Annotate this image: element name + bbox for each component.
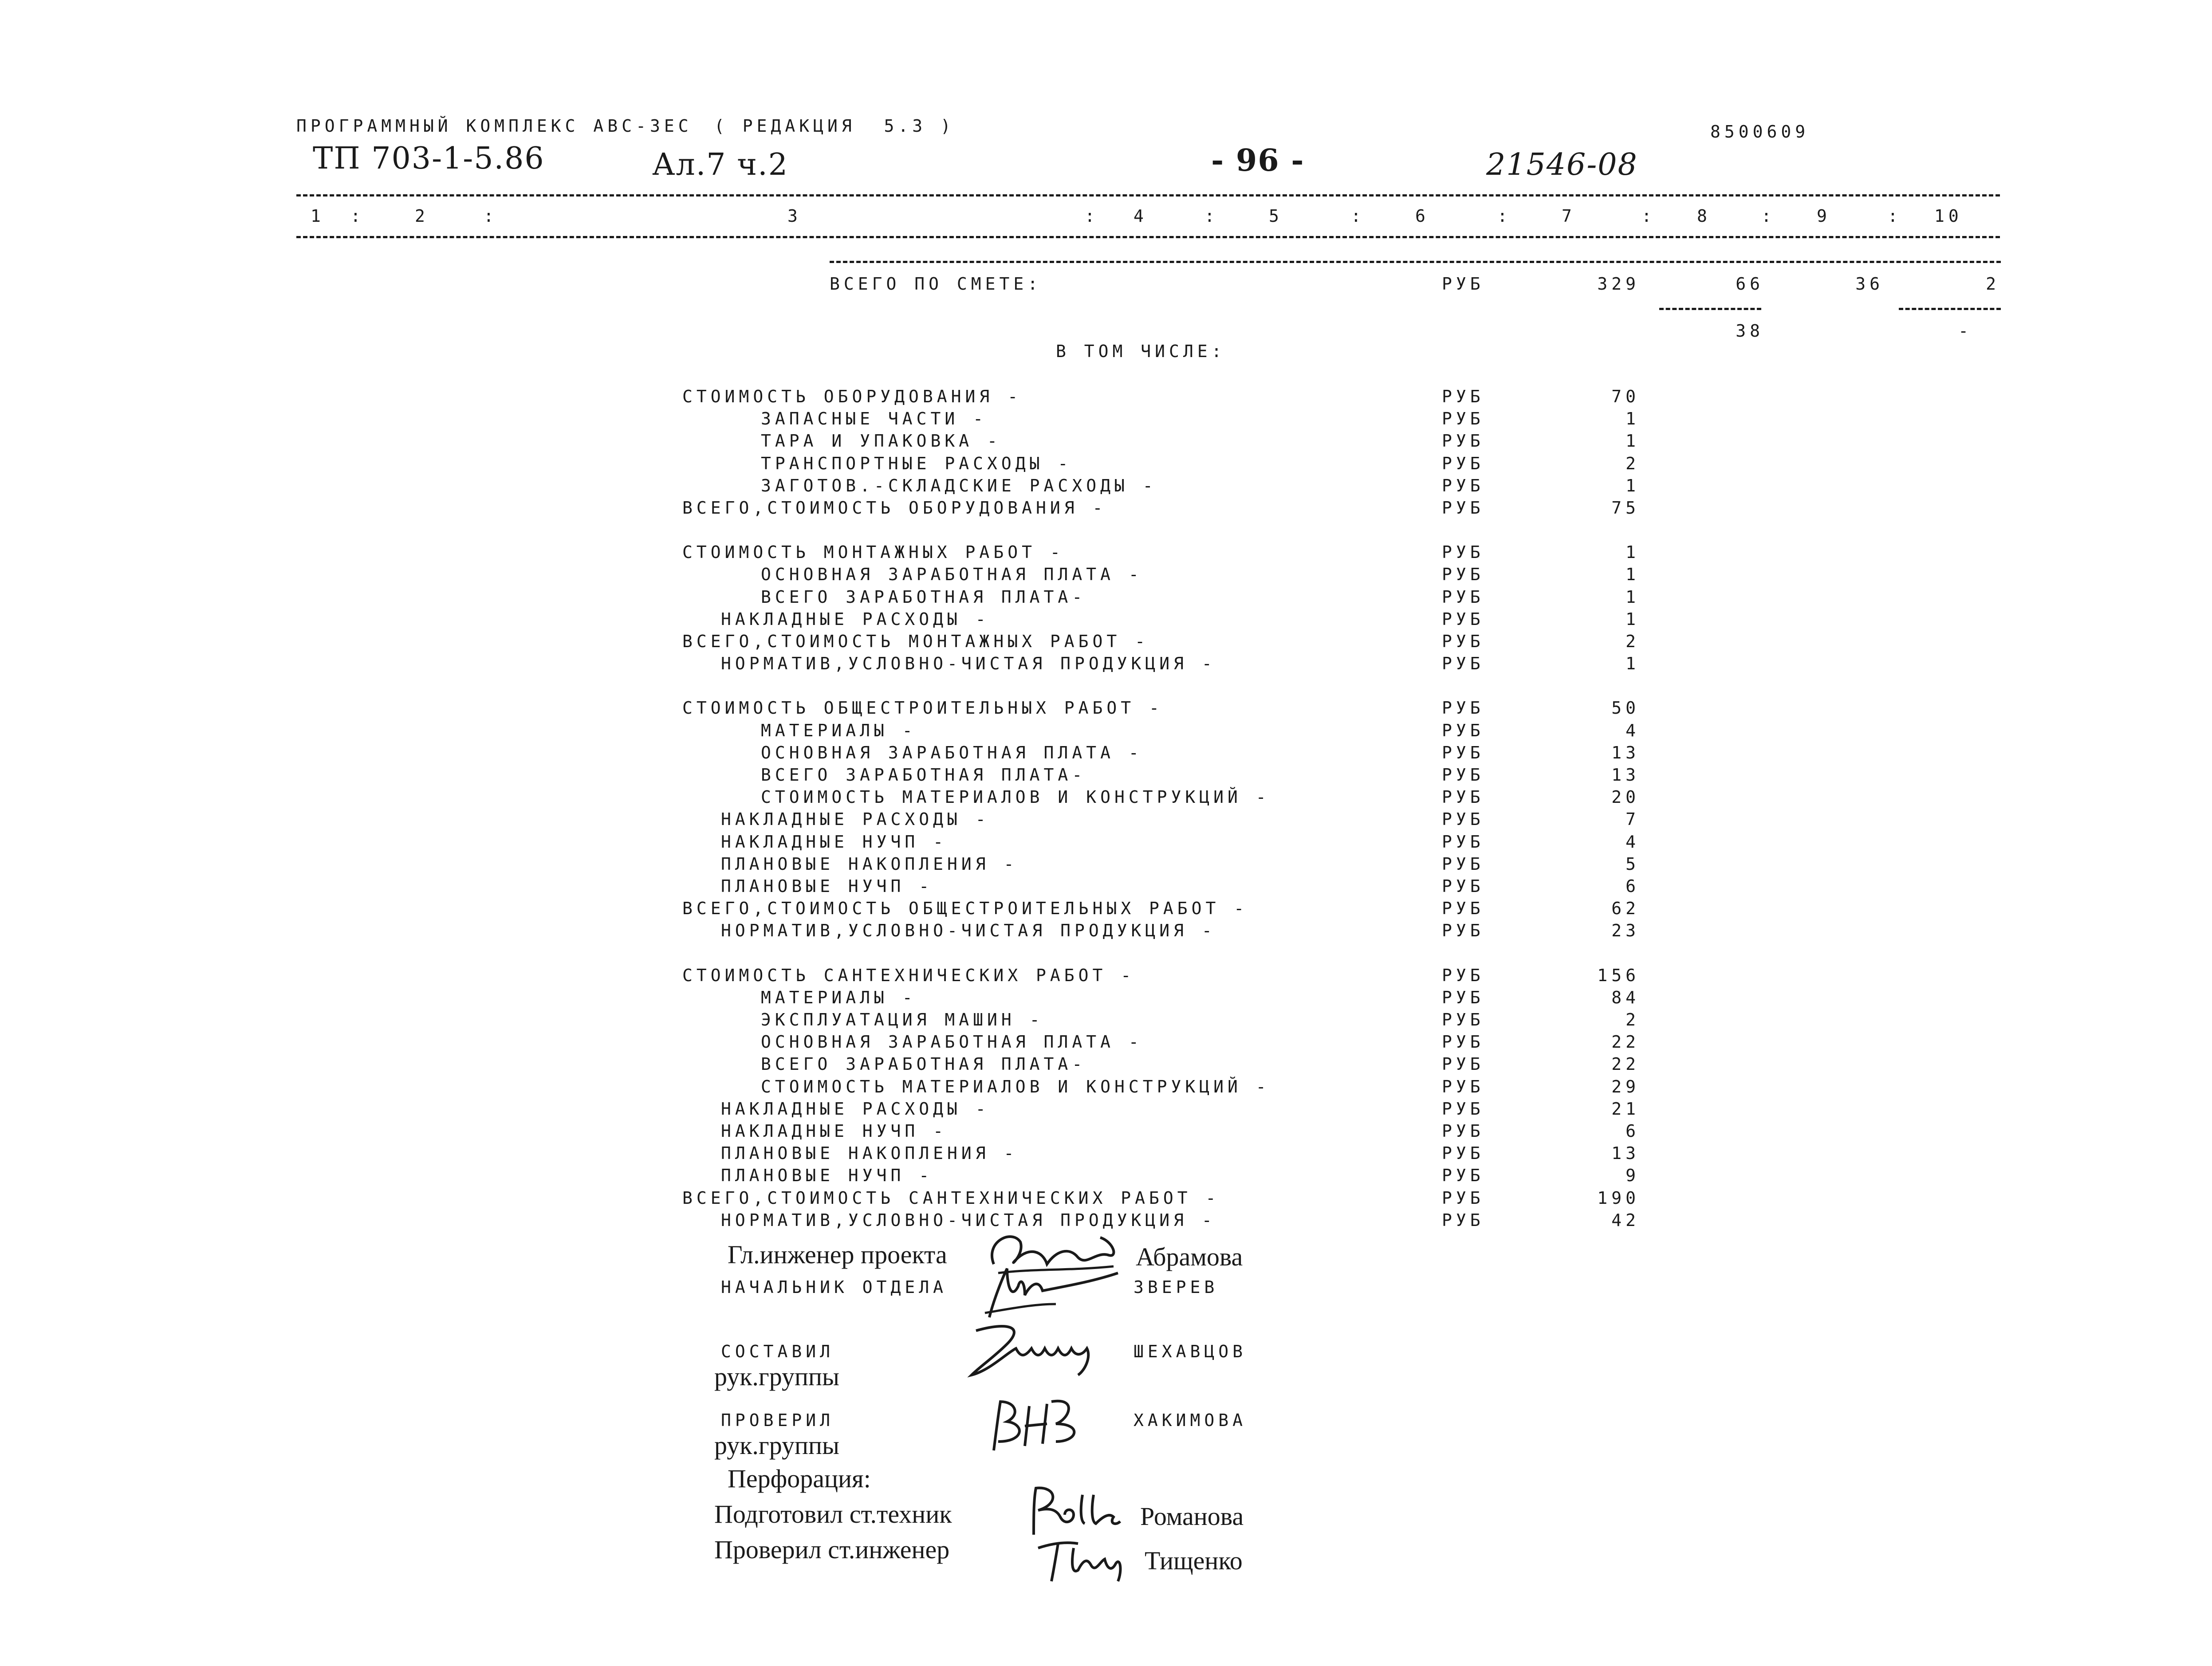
col-sep: : xyxy=(1641,206,1656,226)
checked-name: ХАКИМОВА xyxy=(1134,1411,1247,1430)
cost-row-label: МАТЕРИАЛЫ - xyxy=(761,720,917,740)
cost-row-label: СТОИМОСТЬ ОБЩЕСТРОИТЕЛЬНЫХ РАБОТ - xyxy=(682,698,1163,718)
cost-row-value: 1 xyxy=(1626,565,1640,585)
chief-engineer-name: Абрамова xyxy=(1136,1242,1243,1271)
cost-row-value: 84 xyxy=(1611,987,1640,1007)
cost-row-unit: РУБ xyxy=(1442,899,1484,919)
cost-row-value: 5 xyxy=(1626,854,1640,874)
cost-row xyxy=(0,409,2212,431)
cost-row-unit: РУБ xyxy=(1442,453,1484,473)
page-number: - 96 - xyxy=(1211,143,1305,178)
program-name: ПРОГРАММНЫЙ КОМПЛЕКС АВС-3ЕС xyxy=(296,116,693,136)
cost-row-value: 22 xyxy=(1611,1032,1640,1052)
cost-row xyxy=(0,498,2212,520)
cost-row xyxy=(0,921,2212,943)
cost-row-value: 23 xyxy=(1611,921,1640,941)
column-numbers-row xyxy=(0,206,2212,228)
cost-row-label: ОСНОВНАЯ ЗАРАБОТНАЯ ПЛАТА - xyxy=(761,565,1143,585)
cost-row-label: ПЛАНОВЫЕ НУЧП - xyxy=(721,876,933,896)
compiled-signature xyxy=(954,1317,1105,1384)
cost-row-unit: РУБ xyxy=(1442,832,1484,852)
cost-row-label: ОСНОВНАЯ ЗАРАБОТНАЯ ПЛАТА - xyxy=(761,743,1143,762)
cost-row-value: 22 xyxy=(1611,1054,1640,1074)
cost-row-unit: РУБ xyxy=(1442,1010,1484,1029)
chief-engineer-label: Гл.инженер проекта xyxy=(728,1240,947,1269)
header-divider-bottom xyxy=(296,236,2000,238)
totals-label: ВСЕГО ПО СМЕТЕ: xyxy=(830,274,1042,294)
cost-row-unit: РУБ xyxy=(1442,876,1484,896)
cost-row xyxy=(0,1188,2212,1210)
verified-signature xyxy=(1029,1530,1131,1588)
cost-row-unit: РУБ xyxy=(1442,854,1484,874)
cost-row-unit: РУБ xyxy=(1442,475,1484,495)
cost-row-label: ВСЕГО ЗАРАБОТНАЯ ПЛАТА- xyxy=(761,765,1086,785)
cost-row xyxy=(0,809,2212,832)
cost-row-unit: РУБ xyxy=(1442,787,1484,807)
compiled-role: рук.группы xyxy=(714,1362,839,1391)
cost-row xyxy=(0,899,2212,921)
checked-label: ПРОВЕРИЛ xyxy=(721,1411,834,1430)
cost-row xyxy=(0,1054,2212,1077)
col-8: 8 xyxy=(1697,206,1711,226)
cost-row-label: НОРМАТИВ,УСЛОВНО-ЧИСТАЯ ПРОДУКЦИЯ - xyxy=(721,921,1216,941)
col-3: 3 xyxy=(787,206,802,226)
cost-row-label: СТОИМОСТЬ МАТЕРИАЛОВ И КОНСТРУКЦИЙ - xyxy=(761,1077,1270,1096)
cost-row xyxy=(0,876,2212,899)
cost-row-value: 6 xyxy=(1626,876,1640,896)
cost-row-label: ТАРА И УПАКОВКА - xyxy=(761,431,1001,451)
cost-row-unit: РУБ xyxy=(1442,1166,1484,1186)
cost-row-unit: РУБ xyxy=(1442,542,1484,562)
totals-col10b: - xyxy=(1958,321,1972,341)
cost-row-unit: РУБ xyxy=(1442,498,1484,518)
cost-row-unit: РУБ xyxy=(1442,1054,1484,1074)
cost-row-unit: РУБ xyxy=(1442,743,1484,762)
cost-row-unit: РУБ xyxy=(1442,1143,1484,1163)
col-sep: : xyxy=(1497,206,1511,226)
cost-row-value: 29 xyxy=(1611,1077,1640,1096)
cost-row xyxy=(0,454,2212,476)
cost-row-value: 21 xyxy=(1611,1099,1640,1119)
cost-row xyxy=(0,1143,2212,1166)
col-6: 6 xyxy=(1415,206,1429,226)
cost-row-value: 20 xyxy=(1611,787,1640,807)
cost-row-value: 1 xyxy=(1626,409,1640,429)
cost-row xyxy=(0,743,2212,765)
cost-row xyxy=(0,698,2212,720)
cost-row xyxy=(0,1166,2212,1188)
cost-row-label: НАКЛАДНЫЕ РАСХОДЫ - xyxy=(721,609,990,629)
cost-row-value: 156 xyxy=(1597,965,1640,985)
cost-row xyxy=(0,1099,2212,1121)
col-sep: : xyxy=(484,206,498,226)
cost-row-label: НАКЛАДНЫЕ РАСХОДЫ - xyxy=(721,809,990,829)
cost-row-unit: РУБ xyxy=(1442,1210,1484,1230)
totals-col8: 66 xyxy=(1736,274,1764,294)
cost-row-unit: РУБ xyxy=(1442,698,1484,718)
col-sep: : xyxy=(1351,206,1365,226)
cost-row-value: 1 xyxy=(1626,654,1640,674)
dept-head-name: ЗВЕРЕВ xyxy=(1134,1277,1219,1297)
cost-row-value: 62 xyxy=(1611,899,1640,919)
verified-name: Тищенко xyxy=(1145,1546,1243,1575)
col-7: 7 xyxy=(1562,206,1576,226)
cost-row-unit: РУБ xyxy=(1442,1121,1484,1141)
cost-row xyxy=(0,1077,2212,1099)
totals-col10: 2 xyxy=(1986,274,2000,294)
cost-row xyxy=(0,721,2212,743)
cost-row-value: 2 xyxy=(1626,1010,1640,1029)
cost-row-label: ЗАПАСНЫЕ ЧАСТИ - xyxy=(761,409,988,429)
cost-row-value: 13 xyxy=(1611,1143,1640,1163)
cost-row-value: 50 xyxy=(1611,698,1640,718)
col-9: 9 xyxy=(1817,206,1831,226)
prepared-label: Подготовил ст.техник xyxy=(714,1500,952,1528)
cost-row-label: НАКЛАДНЫЕ НУЧП - xyxy=(721,1121,948,1141)
program-edition: ( РЕДАКЦИЯ 5.3 ) xyxy=(714,116,955,136)
cost-row-value: 4 xyxy=(1626,832,1640,852)
col-sep: : xyxy=(1085,206,1099,226)
col-sep: : xyxy=(1204,206,1219,226)
project-number: ТП 703-1-5.86 xyxy=(313,141,545,176)
totals-col8b: 38 xyxy=(1736,321,1764,341)
cost-row-unit: РУБ xyxy=(1442,609,1484,629)
totals-col10-divider xyxy=(1899,308,2001,310)
cost-row-unit: РУБ xyxy=(1442,654,1484,674)
cost-row-label: НОРМАТИВ,УСЛОВНО-ЧИСТАЯ ПРОДУКЦИЯ - xyxy=(721,654,1216,674)
cost-row-value: 13 xyxy=(1611,765,1640,785)
compiled-name: ШЕХАВЦОВ xyxy=(1134,1342,1247,1361)
cost-row-value: 7 xyxy=(1626,809,1640,829)
cost-row-label: ВСЕГО ЗАРАБОТНАЯ ПЛАТА- xyxy=(761,587,1086,607)
col-sep: : xyxy=(1761,206,1775,226)
cost-row-value: 190 xyxy=(1597,1188,1640,1208)
prepared-name: Романова xyxy=(1140,1502,1244,1531)
cost-row xyxy=(0,565,2212,587)
col-4: 4 xyxy=(1134,206,1148,226)
cost-row xyxy=(0,832,2212,854)
cost-row-unit: РУБ xyxy=(1442,1032,1484,1052)
cost-row xyxy=(0,1032,2212,1054)
cost-row xyxy=(0,542,2212,565)
totals-col9: 36 xyxy=(1855,274,1884,294)
cost-row-value: 1 xyxy=(1626,542,1640,562)
cost-row xyxy=(0,431,2212,453)
cost-row-unit: РУБ xyxy=(1442,765,1484,785)
cost-row xyxy=(0,654,2212,676)
including-label: В ТОМ ЧИСЛЕ: xyxy=(1056,342,1226,361)
cost-row-value: 75 xyxy=(1611,498,1640,518)
col-10: 10 xyxy=(1934,206,1963,226)
cost-row-value: 6 xyxy=(1626,1121,1640,1141)
cost-row-unit: РУБ xyxy=(1442,1077,1484,1096)
cost-row-label: ЗАГОТОВ.-СКЛАДСКИЕ РАСХОДЫ - xyxy=(761,475,1157,495)
perforation-label: Перфорация: xyxy=(728,1464,871,1493)
cost-row-unit: РУБ xyxy=(1442,587,1484,607)
cost-row-label: ОСНОВНАЯ ЗАРАБОТНАЯ ПЛАТА - xyxy=(761,1032,1143,1052)
totals-col8-divider xyxy=(1659,308,1761,310)
cost-row-label: СТОИМОСТЬ МАТЕРИАЛОВ И КОНСТРУКЦИЙ - xyxy=(761,787,1270,807)
header-divider-top xyxy=(296,194,2000,196)
cost-row-unit: РУБ xyxy=(1442,431,1484,451)
checked-role: рук.группы xyxy=(714,1431,839,1460)
cost-row-value: 1 xyxy=(1626,431,1640,451)
album-number: Ал.7 ч.2 xyxy=(652,147,789,182)
cost-row-label: ВСЕГО,СТОИМОСТЬ САНТЕХНИЧЕСКИХ РАБОТ - xyxy=(682,1188,1220,1208)
cost-row xyxy=(0,765,2212,787)
cost-row-label: НОРМАТИВ,УСЛОВНО-ЧИСТАЯ ПРОДУКЦИЯ - xyxy=(721,1210,1216,1230)
cost-row-value: 1 xyxy=(1626,587,1640,607)
cost-row xyxy=(0,787,2212,809)
cost-row-unit: РУБ xyxy=(1442,632,1484,651)
col-1: 1 xyxy=(311,206,325,226)
cost-row-label: ПЛАНОВЫЕ НАКОПЛЕНИЯ - xyxy=(721,854,1018,874)
document-code: 8500609 xyxy=(1710,122,1810,141)
cost-row-unit: РУБ xyxy=(1442,921,1484,941)
totals-divider xyxy=(830,261,2001,263)
cost-row-value: 1 xyxy=(1626,609,1640,629)
cost-row-label: ПЛАНОВЫЕ НУЧП - xyxy=(721,1166,933,1186)
cost-row-label: ВСЕГО,СТОИМОСТЬ ОБЩЕСТРОИТЕЛЬНЫХ РАБОТ - xyxy=(682,899,1248,919)
cost-row-value: 2 xyxy=(1626,632,1640,651)
cost-row-value: 9 xyxy=(1626,1166,1640,1186)
totals-col7: 329 xyxy=(1597,274,1640,294)
cost-row-value: 70 xyxy=(1611,387,1640,406)
dept-head-signature xyxy=(976,1260,1122,1322)
cost-row-label: НАКЛАДНЫЕ РАСХОДЫ - xyxy=(721,1099,990,1119)
cost-row-unit: РУБ xyxy=(1442,809,1484,829)
cost-row-unit: РУБ xyxy=(1442,720,1484,740)
col-sep: : xyxy=(1888,206,1902,226)
cost-row-label: НАКЛАДНЫЕ НУЧП - xyxy=(721,832,948,852)
cost-row xyxy=(0,966,2212,988)
checked-signature xyxy=(980,1393,1091,1455)
cost-row xyxy=(0,387,2212,409)
cost-row xyxy=(0,587,2212,609)
cost-row xyxy=(0,1121,2212,1143)
cost-row-unit: РУБ xyxy=(1442,387,1484,406)
cost-row-unit: РУБ xyxy=(1442,965,1484,985)
cost-row-value: 4 xyxy=(1626,720,1640,740)
totals-unit: РУБ xyxy=(1442,274,1484,294)
cost-row-label: ПЛАНОВЫЕ НАКОПЛЕНИЯ - xyxy=(721,1143,1018,1163)
cost-row-unit: РУБ xyxy=(1442,987,1484,1007)
cost-row-value: 13 xyxy=(1611,743,1640,762)
cost-row-label: МАТЕРИАЛЫ - xyxy=(761,987,917,1007)
cost-row-unit: РУБ xyxy=(1442,409,1484,429)
cost-row xyxy=(0,476,2212,498)
doc-number: 21546-08 xyxy=(1486,147,1638,182)
cost-row-label: ЭКСПЛУАТАЦИЯ МАШИН - xyxy=(761,1010,1044,1029)
cost-row-label: СТОИМОСТЬ МОНТАЖНЫХ РАБОТ - xyxy=(682,542,1064,562)
cost-row-label: ВСЕГО,СТОИМОСТЬ ОБОРУДОВАНИЯ - xyxy=(682,498,1107,518)
cost-row-label: СТОИМОСТЬ САНТЕХНИЧЕСКИХ РАБОТ - xyxy=(682,965,1135,985)
col-2: 2 xyxy=(415,206,429,226)
cost-row xyxy=(0,1010,2212,1032)
cost-row-unit: РУБ xyxy=(1442,1188,1484,1208)
cost-row xyxy=(0,988,2212,1010)
cost-row-label: ВСЕГО ЗАРАБОТНАЯ ПЛАТА- xyxy=(761,1054,1086,1074)
cost-row-label: СТОИМОСТЬ ОБОРУДОВАНИЯ - xyxy=(682,387,1022,406)
cost-row xyxy=(0,854,2212,876)
cost-row-label: ТРАНСПОРТНЫЕ РАСХОДЫ - xyxy=(761,453,1072,473)
cost-row-value: 1 xyxy=(1626,475,1640,495)
dept-head-label: НАЧАЛЬНИК ОТДЕЛА xyxy=(721,1277,948,1297)
cost-row xyxy=(0,609,2212,632)
col-5: 5 xyxy=(1269,206,1283,226)
cost-row-label: ВСЕГО,СТОИМОСТЬ МОНТАЖНЫХ РАБОТ - xyxy=(682,632,1149,651)
cost-row-value: 2 xyxy=(1626,453,1640,473)
compiled-label: СОСТАВИЛ xyxy=(721,1342,834,1361)
cost-row-unit: РУБ xyxy=(1442,565,1484,585)
cost-row xyxy=(0,632,2212,654)
col-sep: : xyxy=(350,206,365,226)
cost-row-value: 42 xyxy=(1611,1210,1640,1230)
cost-row-unit: РУБ xyxy=(1442,1099,1484,1119)
verified-label: Проверил ст.инженер xyxy=(714,1535,950,1564)
